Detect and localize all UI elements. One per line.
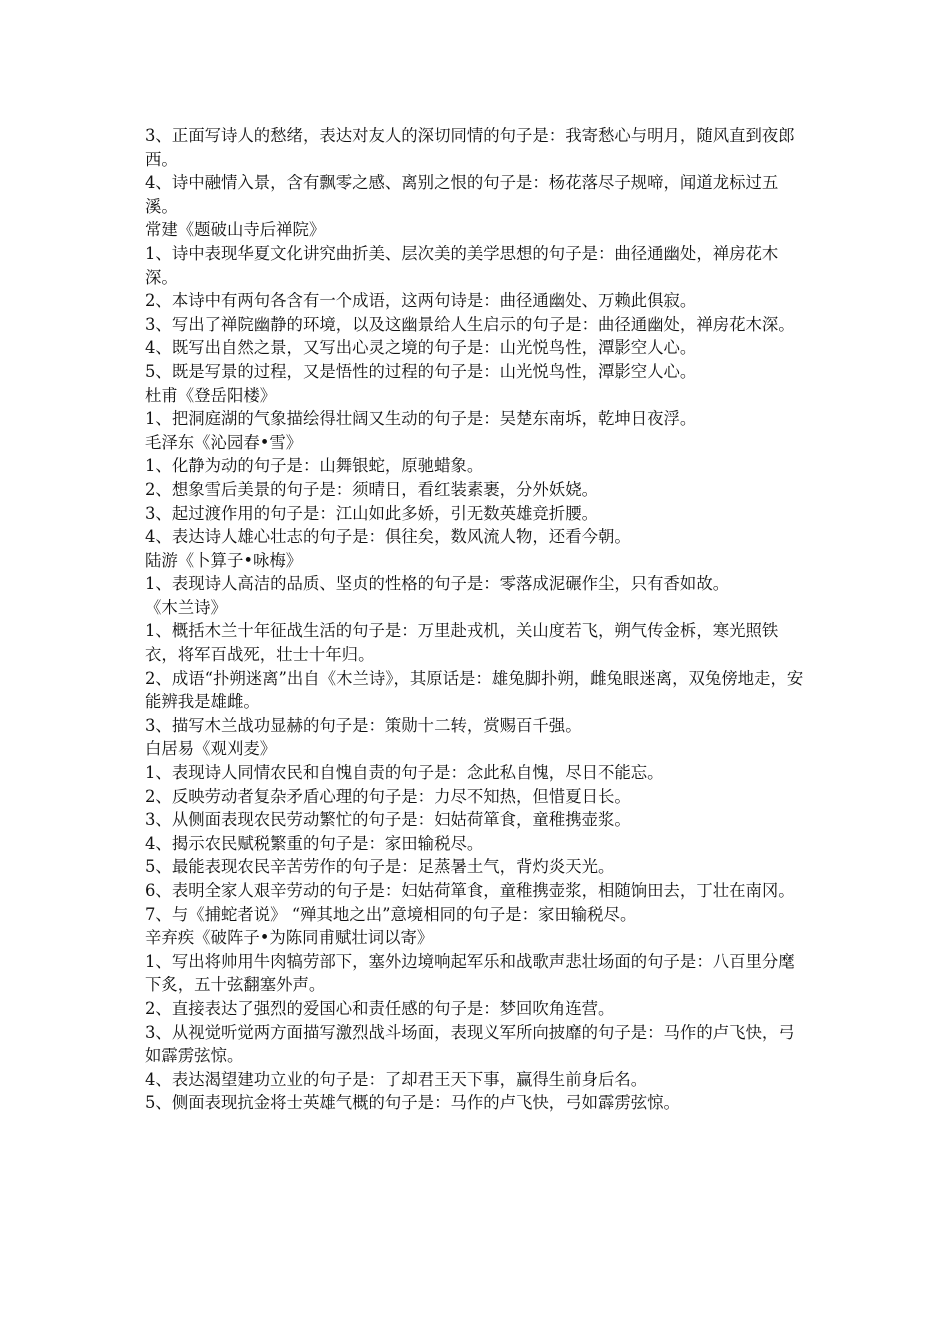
text-line: 1、把洞庭湖的气象描绘得壮阔又生动的句子是：吴楚东南坼，乾坤日夜浮。 <box>145 409 697 429</box>
text-line: 1、化静为动的句子是：山舞银蛇，原驰蜡象。 <box>145 456 484 476</box>
section-heading: 辛弃疾《破阵子•为陈同甫赋壮词以寄》 <box>145 928 434 948</box>
section-heading: 《木兰诗》 <box>145 597 227 617</box>
text-line: 5、既是写景的过程，又是悟性的过程的句子是：山光悦鸟性，潭影空人心。 <box>145 361 697 381</box>
text-line: 4、诗中融情入景，含有飘零之感、离别之恨的句子是：杨花落尽子规啼，闻道龙标过五溪。 <box>145 173 779 216</box>
section-heading: 白居易《观刈麦》 <box>145 739 277 759</box>
document-body <box>145 124 810 1115</box>
text-line: 4、表达诗人雄心壮志的句子是：俱往矣，数风流人物，还看今朝。 <box>145 527 631 547</box>
section-heading: 陆游《卜算子•咏梅》 <box>145 550 303 570</box>
text-line: 5、侧面表现抗金将士英雄气概的句子是：马作的卢飞快，弓如霹雳弦惊。 <box>145 1093 680 1113</box>
text-line: 1、写出将帅用牛肉犒劳部下，塞外边境响起军乐和战歌声悲壮场面的句子是：八百里分麾下炙，五十弦翻塞外声。 <box>145 951 795 995</box>
text-line: 6、表明全家人艰辛劳动的句子是：妇姑荷箪食，童稚携壶浆，相随饷田去，丁壮在南冈。 <box>145 881 795 900</box>
text-line: 1、表现诗人高洁的品质、坚贞的性格的句子是：零落成泥碾作尘，只有香如故。 <box>145 574 730 594</box>
text-line: 4、揭示农民赋税繁重的句子是：家田输税尽。 <box>145 833 484 853</box>
text-line: 2、本诗中有两句各含有一个成语，这两句诗是：曲径通幽处、万赖此俱寂。 <box>145 291 697 311</box>
text-line: 7、与《捕蛇者说》 “殚其地之出”意境相同的句子是：家田输税尽。 <box>145 904 637 924</box>
text-line: 2、反映劳动者复杂矛盾心理的句子是：力尽不知热，但惜夏日长。 <box>145 786 631 806</box>
text-line: 2、想象雪后美景的句子是：须晴日，看红装素裹，分外妖娆。 <box>145 479 598 499</box>
section-heading: 毛泽东《沁园春•雪》 <box>145 432 303 452</box>
text-line: 3、从视觉听觉两方面描写激烈战斗场面，表现义军所向披靡的句子是：马作的卢飞快，弓如霹雳弦惊。 <box>145 1022 795 1066</box>
text-line: 5、最能表现农民辛苦劳作的句子是：足蒸暑土气，背灼炎天光。 <box>145 857 615 877</box>
text-line: 1、表现诗人同情农民和自愧自责的句子是：念此私自愧，尽日不能忘。 <box>145 763 664 783</box>
text-line: 1、诗中表现华夏文化讲究曲折美、层次美的美学思想的句子是：曲径通幽处，禅房花木深。 <box>145 243 779 287</box>
text-line: 3、正面写诗人的愁绪，表达对友人的深切同情的句子是：我寄愁心与明月，随风直到夜郎西。 <box>145 126 795 169</box>
text-line: 3、起过渡作用的句子是：江山如此多娇，引无数英雄竞折腰。 <box>145 503 598 523</box>
text-line: 2、成语“扑朔迷离”出自《木兰诗》，其原话是：雄兔脚扑朔，雌兔眼迷离，双兔傍地走，安能辨我是雄雌。 <box>145 668 804 712</box>
section-heading: 常建《题破山寺后禅院》 <box>145 220 326 240</box>
text-line: 3、描写木兰战功显赫的句子是：策勋十二转，赏赐百千强。 <box>145 715 582 735</box>
text-line: 1、概括木兰十年征战生活的句子是：万里赴戎机，关山度若飞，朔气传金柝，寒光照铁衣，将军百战死，壮士十年归。 <box>145 621 779 665</box>
text-line: 3、从侧面表现农民劳动繁忙的句子是：妇姑荷箪食，童稚携壶浆。 <box>145 810 631 830</box>
section-heading: 杜甫《登岳阳楼》 <box>145 385 277 405</box>
text-line: 4、既写出自然之景，又写出心灵之境的句子是：山光悦鸟性，潭影空人心。 <box>145 338 697 358</box>
text-line: 3、写出了禅院幽静的环境，以及这幽景给人生启示的句子是：曲径通幽处，禅房花木深。 <box>145 314 795 334</box>
text-line: 2、直接表达了强烈的爱国心和责任感的句子是：梦回吹角连营。 <box>145 998 615 1018</box>
text-line: 4、表达渴望建功立业的句子是：了却君王天下事，赢得生前身后名。 <box>145 1069 648 1089</box>
